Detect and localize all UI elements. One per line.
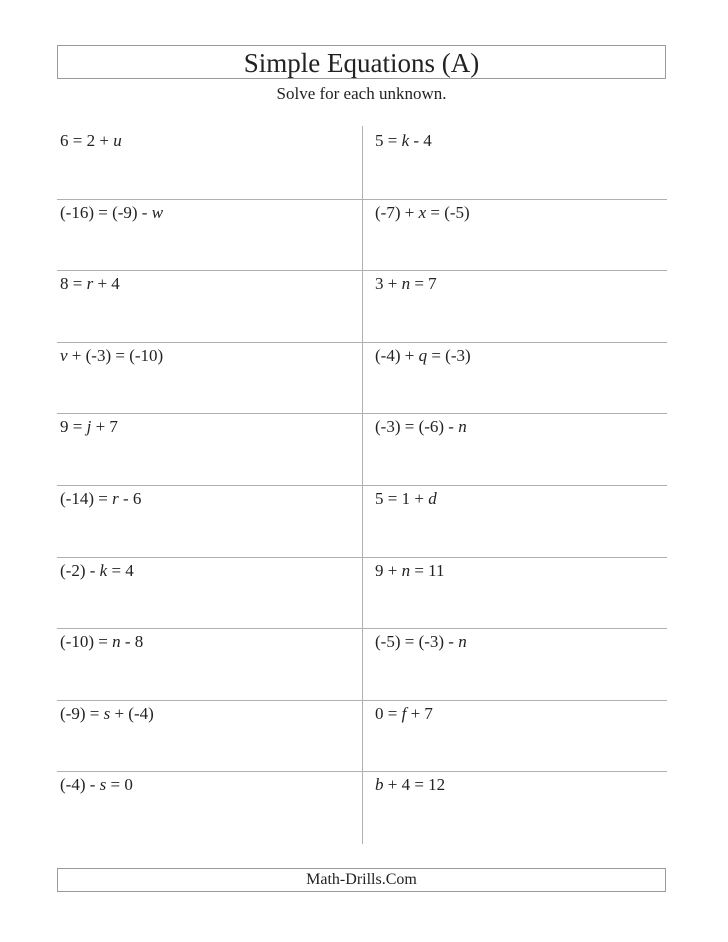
equation-right-part: + (-3) = (-10): [67, 345, 164, 365]
equation-variable: w: [151, 202, 164, 222]
equation-problem: [60, 560, 134, 582]
equation-variable: f: [401, 703, 407, 723]
equation-problem: [60, 703, 154, 725]
equation-problem: [375, 560, 445, 582]
equation-variable: n: [401, 560, 411, 580]
equation-variable: j: [86, 417, 92, 437]
worksheet-instructions: Solve for each unknown.: [276, 84, 447, 103]
equation-problem: [60, 202, 163, 224]
equation-right-part: = (-5): [426, 202, 470, 222]
equation-left-part: (-2) -: [60, 560, 100, 580]
equation-left-part: (-7) +: [375, 202, 419, 222]
row-divider: [57, 628, 667, 629]
equation-variable: b: [375, 775, 384, 795]
equation-right-part: + 4: [93, 274, 120, 294]
equation-variable: k: [401, 131, 410, 150]
equation-left-part: (-5) = (-3) -: [375, 632, 459, 652]
row-divider: [57, 771, 667, 772]
equation-variable: v: [60, 345, 68, 365]
equation-variable: q: [418, 345, 428, 365]
equation-problem: [375, 130, 432, 152]
equation-left-part: (-9) =: [60, 703, 104, 723]
equation-variable: u: [113, 131, 122, 150]
equation-left-part: 5 = 1 +: [375, 489, 429, 508]
equation-variable: n: [112, 632, 121, 652]
equation-variable: r: [86, 274, 94, 294]
equation-left-part: 0 =: [375, 703, 402, 723]
equation-right-part: + 4 = 12: [383, 775, 446, 795]
equation-left-part: (-3) = (-6) -: [375, 417, 459, 437]
footer-credit: Math-Drills.Com: [57, 868, 666, 892]
equation-variable: k: [99, 560, 108, 580]
equation-variable: n: [458, 417, 467, 437]
equation-problem: [375, 488, 437, 510]
row-divider: [57, 413, 667, 414]
equation-variable: x: [418, 202, 427, 222]
equation-problem: [60, 130, 122, 152]
equation-problem: [375, 273, 437, 295]
row-divider: [57, 557, 667, 558]
row-divider: [57, 199, 667, 200]
equation-left-part: (-14) =: [60, 489, 113, 508]
problem-grid: [57, 126, 667, 844]
equation-left-part: 9 =: [60, 417, 87, 437]
equation-right-part: = 7: [410, 274, 437, 294]
equation-left-part: 9 +: [375, 560, 402, 580]
equation-problem: [60, 488, 141, 510]
equation-left-part: 3 +: [375, 274, 402, 294]
equation-problem: [375, 703, 433, 725]
equation-problem: [375, 774, 445, 796]
equation-problem: [60, 345, 163, 367]
equation-right-part: = 4: [107, 560, 134, 580]
equation-right-part: = 0: [106, 775, 133, 795]
equation-variable: r: [112, 489, 119, 508]
equation-right-part: - 4: [409, 131, 432, 150]
equation-variable: d: [428, 489, 437, 508]
equation-left-part: (-4) +: [375, 345, 419, 365]
equation-left-part: 5 =: [375, 131, 402, 150]
equation-problem: [60, 631, 143, 653]
equation-problem: [375, 416, 467, 438]
equation-left-part: 8 =: [60, 274, 87, 294]
equation-variable: s: [103, 703, 111, 723]
equation-right-part: = 11: [410, 560, 445, 580]
equation-left-part: (-10) =: [60, 632, 113, 652]
equation-left-part: (-4) -: [60, 775, 100, 795]
equation-variable: s: [99, 775, 107, 795]
equation-problem: [375, 202, 470, 224]
equation-right-part: - 6: [118, 489, 142, 508]
equation-right-part: + 7: [406, 703, 433, 723]
equation-problem: [375, 631, 467, 653]
row-divider: [57, 485, 667, 486]
equation-right-part: + 7: [91, 417, 118, 437]
row-divider: [57, 700, 667, 701]
equation-right-part: + (-4): [110, 703, 154, 723]
equation-variable: n: [458, 632, 467, 652]
equation-right-part: - 8: [120, 632, 144, 652]
row-divider: [57, 342, 667, 343]
equation-problem: [60, 416, 118, 438]
equation-problem: [60, 273, 120, 295]
worksheet-title: Simple Equations (A): [57, 45, 666, 79]
equation-problem: [375, 345, 471, 367]
equation-right-part: = (-3): [427, 345, 471, 365]
equation-problem: [60, 774, 133, 796]
row-divider: [57, 270, 667, 271]
equation-left-part: 6 = 2 +: [60, 131, 114, 150]
equation-left-part: (-16) = (-9) -: [60, 202, 152, 222]
equation-variable: n: [401, 274, 411, 294]
